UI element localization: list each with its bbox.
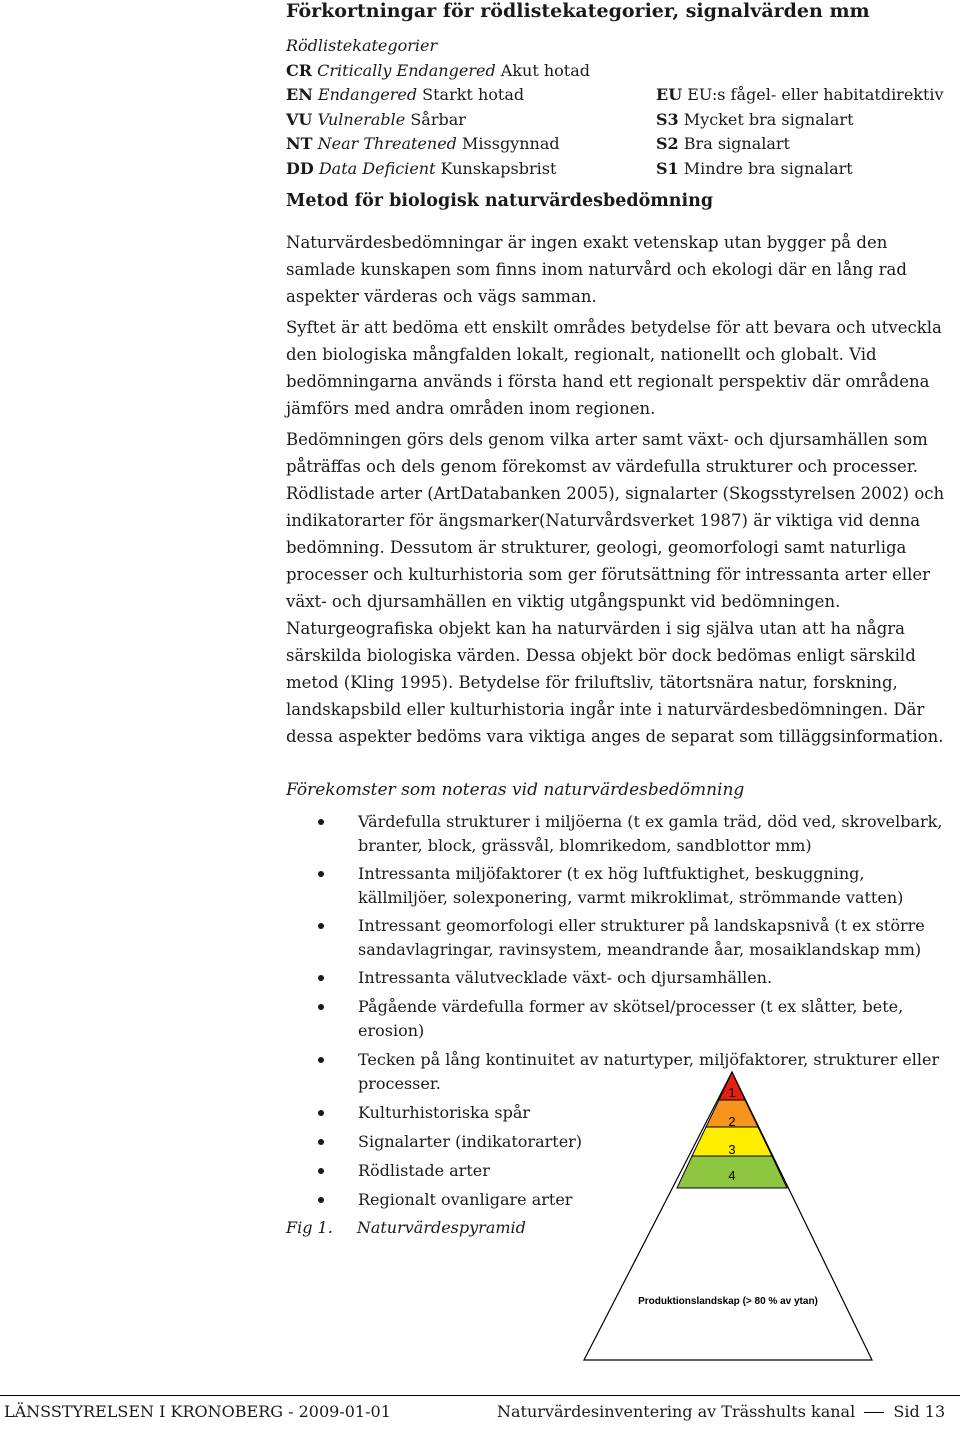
figure-caption	[286, 1218, 526, 1237]
figure-label: Fig 1.	[286, 1218, 333, 1237]
signal-item: S3 Mycket bra signalart	[656, 109, 854, 129]
list-item: Intressant geomorfologi eller strukturer på landskapsnivå (t ex större sandavlagringar, ravinsystem, meandrande åar, mosaiklandskap mm)	[318, 914, 958, 962]
list-item: Regionalt ovanligare arter	[318, 1188, 958, 1212]
list-item: Värdefulla strukturer i miljöerna (t ex gamla träd, död ved, skrovelbark, branter, block, grässvål, blomrikedom, sandblottor mm)	[318, 810, 958, 858]
pyramid-level-label: 2	[728, 1114, 736, 1129]
page-number: Sid 13	[893, 1402, 946, 1421]
list-item: Tecken på lång kontinuitet av naturtyper, miljöfaktorer, strukturer eller processer.	[318, 1048, 958, 1096]
list-item: Intressanta välutvecklade växt- och djursamhällen.	[318, 966, 958, 990]
method-heading: Metod för biologisk naturvärdesbedömning	[286, 191, 714, 211]
paragraph: Syftet är att bedöma ett enskilt områdes betydelse för att bevara och utveckla den biologiska mångfalden lokalt, regionalt, nationellt och globalt. Vid bedömningarna används i första hand ett regionalt perspektiv där områdena jämförs med andra områden inom regionen.	[286, 318, 942, 418]
bullet-icon	[318, 1057, 324, 1063]
red-list-item: VU Vulnerable Sårbar	[286, 109, 466, 129]
paragraph: Naturvärdesbedömningar är ingen exakt vetenskap utan bygger på den samlade kunskapen som finns inom naturvård och ekologi där en lång rad aspekter värderas och vägs samman.	[286, 233, 907, 306]
pyramid-level-label: 3	[728, 1142, 736, 1157]
pyramid-base-label: Produktionslandskap (> 80 % av ytan)	[638, 1296, 818, 1307]
bullet-icon	[318, 975, 324, 981]
bullet-icon	[318, 1139, 324, 1145]
bullet-icon	[318, 1197, 324, 1203]
pyramid-level-label: 4	[728, 1168, 736, 1183]
list-item: Kulturhistoriska spår	[318, 1101, 958, 1125]
footer-left: LÄNSSTYRELSEN I KRONOBERG - 2009-01-01	[4, 1402, 391, 1421]
red-list-item: CR Critically Endangered Akut hotad	[286, 60, 590, 80]
occurrences-heading: Förekomster som noteras vid naturvärdesbedömning	[286, 780, 745, 800]
footer-dash	[864, 1412, 884, 1413]
signal-legend	[656, 83, 944, 181]
paragraph: Bedömningen görs dels genom vilka arter samt växt- och djursamhällen som påträffas och dels genom förekomst av värdefulla strukturer och processer. Rödlistade arter (ArtDatabanken 2005), signalarter (Skogsstyrelsen 2002) och indikatorarter för ängsmarker(Naturvårdsverket 1987) är viktiga vid denna bedömning. Dessutom är strukturer, geologi, geomorfologi samt naturliga processer och kulturhistoria som ger förutsättning för intressanta arter eller växt- och djursamhällen en viktig utgångspunkt vid bedömningen. Naturgeografiska objekt kan ha naturvärden i sig själva utan att ha några särskilda biologiska värden. Dessa objekt bör dock bedömas enligt särskild metod (Kling 1995). Betydelse för friluftsliv, tätortsnära natur, forskning, landskapsbild eller kulturhistoria ingår inte i naturvärdesbedömningen. Där dessa aspekter bedöms vara viktiga anges de separat som tilläggsinformation.	[286, 430, 945, 746]
bullet-icon	[318, 1004, 324, 1010]
list-item: Signalarter (indikatorarter)	[318, 1130, 958, 1154]
signal-item: EU EU:s fågel- eller habitatdirektiv	[656, 85, 944, 104]
bullet-icon	[318, 871, 324, 877]
list-item: Intressanta miljöfaktorer (t ex hög luftfuktighet, beskuggning, källmiljöer, solexponering, varmt mikroklimat, strömmande vatten)	[318, 862, 958, 910]
red-list-legend	[286, 34, 590, 181]
signal-item: S1 Mindre bra signalart	[656, 158, 853, 178]
list-item: Pågående värdefulla former av skötsel/processer (t ex slåtter, bete, erosion)	[318, 995, 958, 1043]
red-list-item: DD Data Deficient Kunskapsbrist	[286, 158, 557, 178]
red-list-item: NT Near Threatened Missgynnad	[286, 134, 560, 153]
bullet-icon	[318, 923, 324, 929]
footer-document-title: Naturvärdesinventering av Trässhults kanal	[497, 1402, 856, 1421]
footer-right	[497, 1402, 945, 1421]
signal-item: S2 Bra signalart	[656, 134, 790, 153]
bullet-icon	[318, 1168, 324, 1174]
pyramid-level-label: 1	[728, 1085, 736, 1100]
page-title: Förkortningar för rödlistekategorier, signalvärden mm	[286, 0, 870, 22]
figure-title: Naturvärdespyramid	[356, 1218, 526, 1237]
bullet-icon	[318, 819, 324, 825]
red-list-item: EN Endangered Starkt hotad	[286, 85, 525, 104]
bullet-icon	[318, 1110, 324, 1116]
red-list-heading: Rödlistekategorier	[286, 36, 438, 55]
naturvarde-pyramid	[580, 1070, 960, 1370]
footer-divider	[0, 1395, 960, 1396]
list-item: Rödlistade arter	[318, 1159, 958, 1183]
